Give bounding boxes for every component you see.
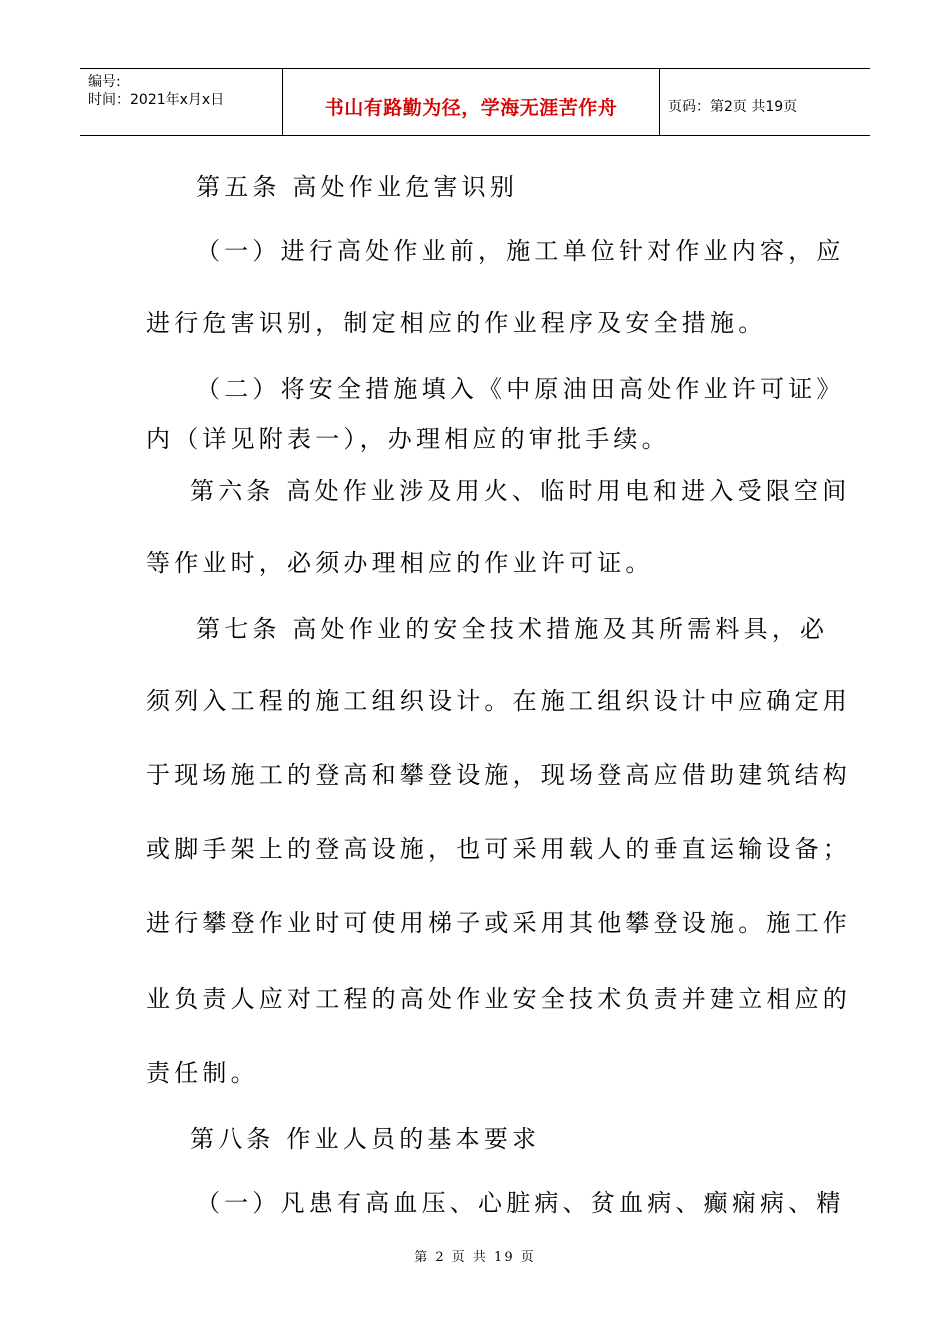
- paragraph-line: 进行危害识别，制定相应的作业程序及安全措施。: [146, 309, 767, 337]
- header-motto-cell: [282, 69, 660, 135]
- paragraph-line: （二）将安全措施填入《中原油田高处作业许可证》: [196, 375, 845, 403]
- paragraph-line: 或脚手架上的登高设施，也可采用载人的垂直运输设备；: [146, 835, 851, 863]
- header-meta: [80, 69, 282, 135]
- document-time-label: 时间：2021年x月x日: [88, 92, 225, 108]
- paragraph-line: 业负责人应对工程的高处作业安全技术负责并建立相应的: [146, 985, 851, 1013]
- document-header: [80, 68, 870, 136]
- paragraph-line: （一）进行高处作业前，施工单位针对作业内容，应: [196, 237, 845, 265]
- header-motto: 书山有路勤为径，学海无涯苦作舟: [324, 96, 618, 119]
- article-heading: 第五条 高处作业危害识别: [196, 173, 519, 201]
- article-heading: 第八条 作业人员的基本要求: [190, 1125, 541, 1153]
- document-number-label: 编号:: [88, 74, 121, 90]
- paragraph-line: 内（详见附表一），办理相应的审批手续。: [146, 425, 670, 453]
- paragraph-line: 责任制。: [146, 1059, 259, 1087]
- paragraph-line: 于现场施工的登高和攀登设施，现场登高应借助建筑结构: [146, 761, 851, 789]
- page-footer: 第 2 页 共 19 页: [414, 1250, 536, 1265]
- header-page-code: 页码：第2页 共19页: [668, 99, 798, 115]
- paragraph-line: 等作业时，必须办理相应的作业许可证。: [146, 549, 654, 577]
- article-heading: 第六条 高处作业涉及用火、临时用电和进入受限空间: [190, 477, 851, 505]
- paragraph-line: 须列入工程的施工组织设计。在施工组织设计中应确定用: [146, 687, 851, 715]
- article-heading: 第七条 高处作业的安全技术措施及其所需料具，必: [196, 615, 829, 643]
- paragraph-line: 进行攀登作业时可使用梯子或采用其他攀登设施。施工作: [146, 909, 851, 937]
- paragraph-line: （一）凡患有高血压、心脏病、贫血病、癫痫病、精: [196, 1189, 845, 1217]
